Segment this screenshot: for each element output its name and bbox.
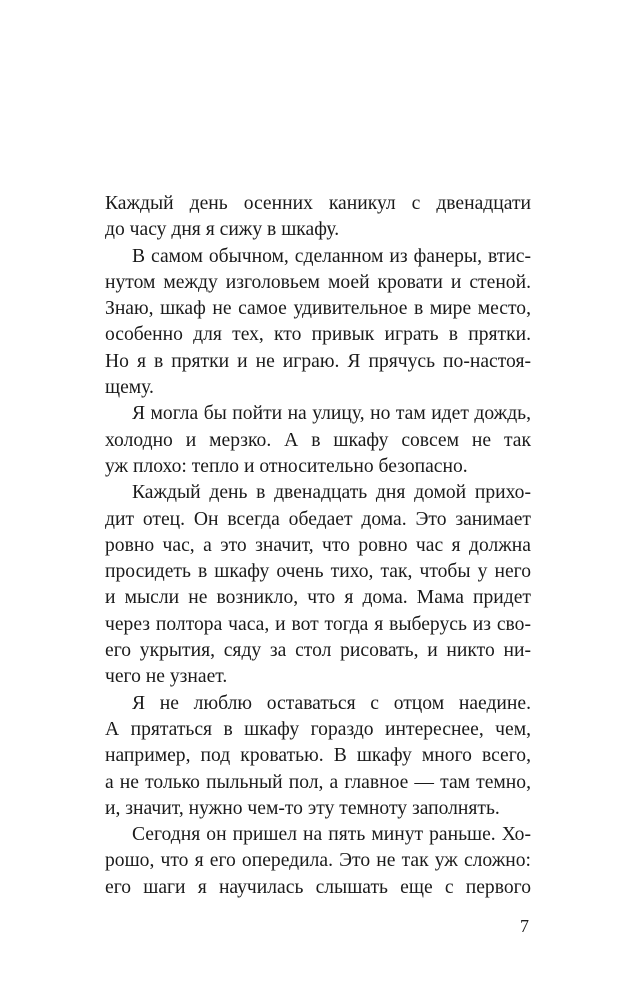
text-line: Я не люблю оставаться с отцом наедине. [132, 692, 531, 714]
text-line: щему. [105, 377, 154, 399]
text-line: Знаю, шкаф не самое удивительное в мире место, [105, 298, 531, 320]
text-line: ровно час, а это значит, что ровно час я должна [105, 534, 531, 556]
text-line: холодно и мерзко. А в шкафу совсем не так [105, 429, 531, 451]
text-line: дит отец. Он всегда обедает дома. Это занимает [105, 508, 531, 530]
text-line: уж плохо: тепло и относительно безопасно. [105, 455, 468, 477]
text-line: например, под кроватью. В шкафу много всего, [105, 745, 531, 767]
text-line: Но я в прятки и не играю. Я прячусь по-настоя- [105, 350, 531, 372]
text-line: его укрытия, сяду за стол рисовать, и никто ни- [105, 640, 531, 662]
text-line: его шаги я научилась слышать еще с первого [105, 876, 531, 898]
text-line: до часу дня я сижу в шкафу. [105, 219, 340, 241]
text-line: В самом обычном, сделанном из фанеры, втис- [132, 245, 531, 267]
text-line: а не только пыльный пол, а главное — там темно, [105, 771, 531, 793]
text-line: просидеть в шкафу очень тихо, так, чтобы у него [105, 561, 531, 583]
text-line: Я могла бы пойти на улицу, но там идет дождь, [132, 403, 531, 425]
text-line: особенно для тех, кто привык играть в прятки. [105, 324, 531, 346]
text-line: рошо, что я его опередила. Это не так уж сложно: [105, 850, 531, 872]
text-line: Каждый день осенних каникул с двенадцати [105, 193, 531, 214]
text-line: нутом между изголовьем моей кровати и стеной. [105, 271, 531, 293]
text-line: через полтора часа, и вот тогда я выберусь из сво- [105, 613, 531, 635]
text-line: и мысли не возникло, что я дома. Мама придет [105, 587, 531, 609]
text-line: и, значит, нужно чем-то эту темноту заполнять. [105, 797, 500, 819]
text-line: чего не узнает. [105, 666, 228, 688]
text-line: Сегодня он пришел на пять минут раньше. Хо- [132, 824, 531, 846]
page-number: 7 [520, 916, 529, 936]
text-line: Каждый день в двенадцать дня домой прихо- [132, 482, 531, 504]
text-line: А прятаться в шкафу гораздо интереснее, чем, [105, 718, 531, 740]
body-text [105, 191, 531, 901]
